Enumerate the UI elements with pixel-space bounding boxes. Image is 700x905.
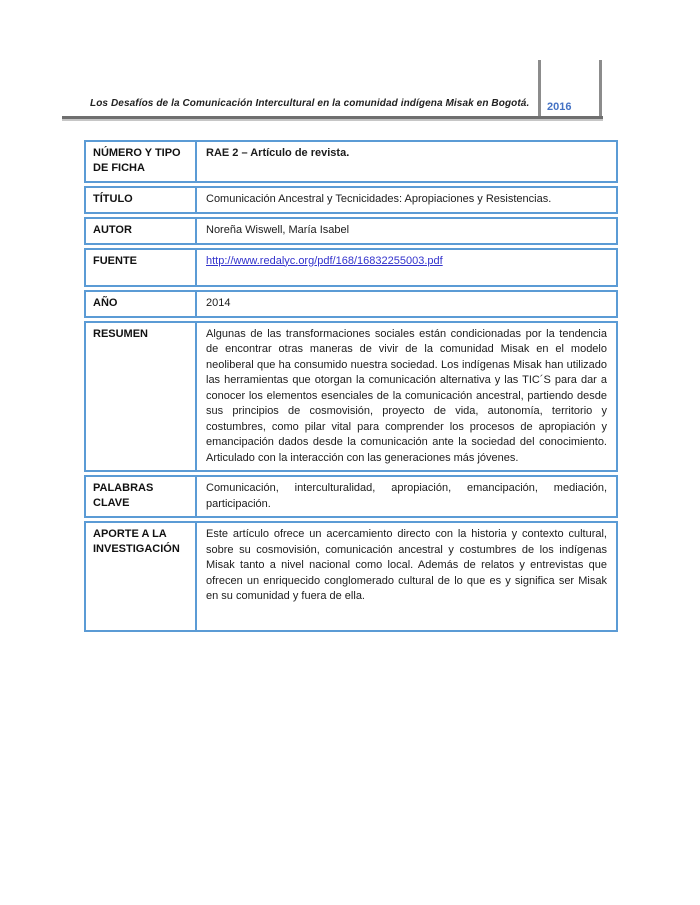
row-value: Comunicación, interculturalidad, apropiación, emancipación, mediación, participación. [206, 482, 607, 510]
running-head-title: Los Desafíos de la Comunicación Intercultural en la comunidad indígena Misak en Bogotá. [90, 98, 530, 109]
table-row-numero-tipo [84, 140, 618, 183]
table-row-fuente [84, 248, 618, 287]
year-box [538, 60, 602, 120]
table-row-palabras-clave [84, 475, 618, 518]
table-row-titulo [84, 186, 618, 214]
year-label: 2016 [547, 101, 572, 113]
row-label: AUTOR [86, 219, 197, 243]
table-row-resumen [84, 321, 618, 473]
rae-table [84, 140, 618, 635]
row-label: FUENTE [86, 250, 197, 285]
row-label: TÍTULO [86, 188, 197, 212]
row-value: Este artículo ofrece un acercamiento directo con la historia y contexto cultural, sobre su cosmovisión, comunicación ancestral y costumbres de los indígenas Misak tanto a nivel nacional como local. Además de relatos y entrevistas que ofrecen un enriquecido conglomerado cultural de lo que es y significa ser Misak en su comunidad y fuera de ella. [206, 528, 607, 602]
row-label: PALABRAS CLAVE [86, 477, 197, 516]
row-value: Algunas de las transformaciones sociales están condicionadas por la tendencia de encontrar otras maneras de vivir de la comunidad Misak en el modelo neoliberal que ha consumido nuestra sociedad. Los indígenas Misak han utilizado las herramientas que otorgan la comunicación alternativa y las TIC´S para dar a conocer los elementos esenciales de la comunicación ancestral, partiendo desde sus principios de cosmovisión, proyecto de vida, autonomía, territorio y costumbres, como pilar vital para comprender los procesos de apropiación y emancipación dados desde la comunicación ante la sociedad del conocimiento. Articulado con la interacción con las generaciones más jóvenes. [206, 327, 607, 464]
row-label: APORTE A LA INVESTIGACIÓN [86, 523, 197, 630]
header-rule [62, 116, 603, 121]
row-value: Comunicación Ancestral y Tecnicidades: Apropiaciones y Resistencias. [206, 193, 552, 205]
row-value [197, 250, 616, 285]
row-value: RAE 2 – Artículo de revista. [206, 147, 350, 159]
row-label: AÑO [86, 292, 197, 316]
fuente-link[interactable]: http://www.redalyc.org/pdf/168/16832255003.pdf [206, 254, 443, 267]
row-label: NÚMERO Y TIPO DE FICHA [86, 142, 197, 181]
table-row-aporte [84, 521, 618, 632]
table-row-ano [84, 290, 618, 318]
row-value: Noreña Wiswell, María Isabel [206, 224, 350, 236]
row-label: RESUMEN [86, 323, 197, 471]
row-value: 2014 [206, 296, 231, 309]
table-row-autor [84, 217, 618, 245]
